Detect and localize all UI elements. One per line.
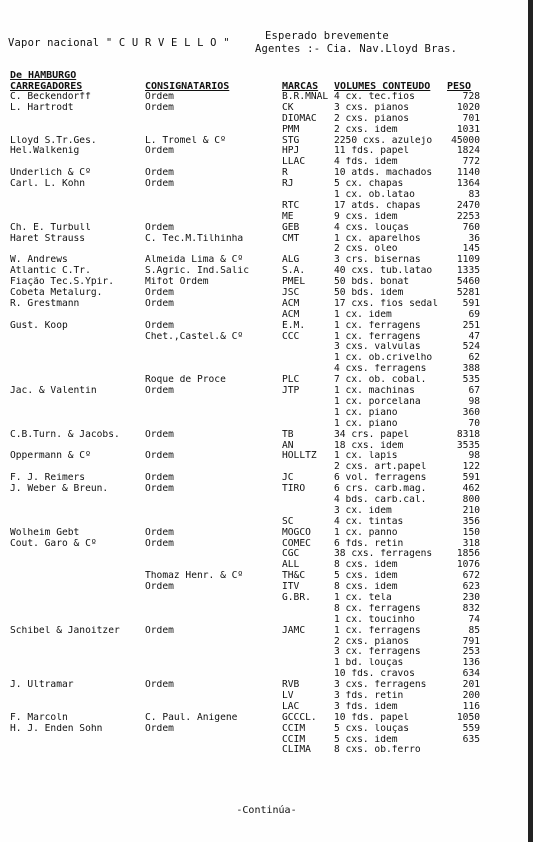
cell-volumes: 4 fds. idem bbox=[334, 157, 398, 168]
cell-weight: 69 bbox=[468, 309, 480, 320]
cell-weight: 1031 bbox=[456, 124, 480, 135]
cell-volumes: 34 crs. papel bbox=[334, 429, 410, 440]
table-row bbox=[0, 201, 533, 212]
cell-weight: 728 bbox=[462, 92, 480, 102]
cell-weight: 67 bbox=[468, 386, 480, 397]
cell-consignee: Ordem bbox=[145, 146, 174, 157]
cell-weight: 83 bbox=[468, 190, 480, 201]
cell-volumes: 1 cx. aparelhos bbox=[334, 233, 421, 244]
table-row bbox=[0, 125, 533, 136]
col-volumes-header: VOLUMES CONTEUDO bbox=[334, 81, 431, 92]
cell-shipper: Carl. L. Kohn bbox=[10, 179, 86, 190]
cell-shipper: R. Grestmann bbox=[10, 298, 80, 309]
cell-weight: 462 bbox=[462, 484, 480, 495]
cell-weight: 5460 bbox=[456, 277, 480, 288]
table-row bbox=[0, 364, 533, 375]
cell-volumes: 3 cx. ferragens bbox=[334, 647, 421, 658]
cell-volumes: 9 cxs. idem bbox=[334, 211, 398, 222]
table-row bbox=[0, 375, 533, 386]
continue-note: -Continúa- bbox=[236, 805, 297, 816]
cell-volumes: 3 crs. bisernas bbox=[334, 255, 421, 266]
cell-volumes: 4 bds. carb.cal. bbox=[334, 494, 427, 505]
cell-marks: LAC bbox=[282, 701, 300, 712]
cell-weight: 98 bbox=[468, 451, 480, 462]
cell-consignee: Ordem bbox=[145, 102, 174, 113]
cell-shipper: Lloyd S.Tr.Ges. bbox=[10, 135, 97, 146]
cell-marks: JC bbox=[282, 473, 294, 484]
cell-weight: 2253 bbox=[456, 211, 480, 222]
table-row bbox=[0, 735, 533, 746]
cell-marks: PMEL bbox=[282, 277, 306, 288]
cell-volumes: 3 fds. retin bbox=[334, 690, 404, 701]
table-row bbox=[0, 190, 533, 201]
cell-weight: 45000 bbox=[451, 135, 480, 146]
cell-marks: GCCCL. bbox=[282, 712, 317, 723]
cell-weight: 559 bbox=[462, 723, 480, 734]
cell-consignee: Ordem bbox=[145, 723, 174, 734]
cell-marks: TIRO bbox=[282, 484, 306, 495]
cell-marks: E.M. bbox=[282, 320, 306, 331]
table-row bbox=[0, 332, 533, 343]
cell-weight: 832 bbox=[462, 603, 480, 614]
cell-volumes: 8 cxs. idem bbox=[334, 560, 398, 571]
cell-volumes: 11 fds. papel bbox=[334, 146, 410, 157]
cell-volumes: 17 atds. chapas bbox=[334, 200, 421, 211]
cell-volumes: 1 cx. porcelana bbox=[334, 396, 421, 407]
cell-volumes: 6 vol. ferragens bbox=[334, 473, 427, 484]
table-row bbox=[0, 277, 533, 288]
table-row bbox=[0, 310, 533, 321]
cell-marks: R bbox=[282, 168, 288, 179]
cell-marks: MOGCO bbox=[282, 527, 311, 538]
cell-volumes: 4 cx. tec.fios bbox=[334, 92, 415, 102]
table-row bbox=[0, 266, 533, 277]
cell-shipper: C. Beckendorff bbox=[10, 92, 91, 102]
cell-marks: COMEC bbox=[282, 538, 311, 549]
cell-marks: CCC bbox=[282, 331, 300, 342]
cell-consignee: Ordem bbox=[145, 451, 174, 462]
table-row bbox=[0, 582, 533, 593]
cell-consignee: Ordem bbox=[145, 298, 174, 309]
cell-volumes: 2 cxs. art.papel bbox=[334, 462, 427, 473]
cargo-table bbox=[0, 92, 533, 756]
table-row bbox=[0, 244, 533, 255]
cell-volumes: 1 cx. ob.latao bbox=[334, 190, 415, 201]
table-row bbox=[0, 353, 533, 364]
table-row bbox=[0, 114, 533, 125]
cell-weight: 623 bbox=[462, 582, 480, 593]
cell-consignee: Ordem bbox=[145, 386, 174, 397]
cell-volumes: 3 cx. idem bbox=[334, 505, 392, 516]
table-row bbox=[0, 517, 533, 528]
table-row bbox=[0, 212, 533, 223]
cell-weight: 791 bbox=[462, 636, 480, 647]
cell-weight: 136 bbox=[462, 658, 480, 669]
cell-weight: 1140 bbox=[456, 168, 480, 179]
cell-volumes: 8 cxs. ob.ferro bbox=[334, 745, 421, 756]
cell-consignee: Ordem bbox=[145, 527, 174, 538]
cell-weight: 150 bbox=[462, 527, 480, 538]
cell-weight: 1824 bbox=[456, 146, 480, 157]
cell-volumes: 1 cx. ferragens bbox=[334, 331, 421, 342]
cell-marks: LLAC bbox=[282, 157, 306, 168]
cell-marks: DIOMAC bbox=[282, 113, 317, 124]
cell-marks: S.A. bbox=[282, 266, 306, 277]
table-row bbox=[0, 658, 533, 669]
cell-weight: 201 bbox=[462, 680, 480, 691]
cell-shipper: Hel.Walkenig bbox=[10, 146, 80, 157]
cell-consignee: S.Agric. Ind.Salic bbox=[145, 266, 249, 277]
table-row bbox=[0, 484, 533, 495]
cell-marks: GEB bbox=[282, 222, 300, 233]
cell-volumes: 1 cx. ferragens bbox=[334, 320, 421, 331]
cell-volumes: 2 cxs. idem bbox=[334, 124, 398, 135]
table-row bbox=[0, 680, 533, 691]
cell-shipper: Atlantic C.Tr. bbox=[10, 266, 91, 277]
cell-weight: 634 bbox=[462, 669, 480, 680]
cell-marks: RTC bbox=[282, 200, 300, 211]
cell-shipper: Cobeta Metalurg. bbox=[10, 288, 103, 299]
cell-volumes: 4 cx. tintas bbox=[334, 516, 404, 527]
cell-volumes: 2 cxs. pianos bbox=[334, 636, 410, 647]
cell-marks: CGC bbox=[282, 549, 300, 560]
cell-volumes: 8 cx. ferragens bbox=[334, 603, 421, 614]
table-row bbox=[0, 386, 533, 397]
cell-volumes: 10 fds. cravos bbox=[334, 669, 415, 680]
table-row bbox=[0, 528, 533, 539]
cell-consignee: Ordem bbox=[145, 92, 174, 102]
table-row bbox=[0, 745, 533, 756]
cell-volumes: 17 cxs. fios sedal bbox=[334, 298, 438, 309]
table-row bbox=[0, 539, 533, 550]
col-shipper-header: CARREGADORES bbox=[10, 81, 83, 92]
cell-marks: B.R.MNAL bbox=[282, 92, 329, 102]
table-row bbox=[0, 157, 533, 168]
cell-consignee: Ordem bbox=[145, 288, 174, 299]
cell-volumes: 7 cx. ob. cobal. bbox=[334, 375, 427, 386]
cell-consignee: Ordem bbox=[145, 179, 174, 190]
cell-volumes: 5 cxs. louças bbox=[334, 723, 410, 734]
cell-shipper: J. Weber & Breun. bbox=[10, 484, 109, 495]
cell-consignee: Ordem bbox=[145, 680, 174, 691]
cell-consignee: Chet.,Castel.& Cº bbox=[145, 331, 244, 342]
cell-marks: JTP bbox=[282, 386, 300, 397]
cell-marks: ME bbox=[282, 211, 294, 222]
cell-shipper: Underlich & Cº bbox=[10, 168, 91, 179]
cell-weight: 36 bbox=[468, 233, 480, 244]
cell-shipper: Cout. Garo & Cº bbox=[10, 538, 97, 549]
cell-shipper: F. J. Reimers bbox=[10, 473, 86, 484]
cell-volumes: 18 cxs. idem bbox=[334, 440, 404, 451]
cell-weight: 1050 bbox=[456, 712, 480, 723]
arrival-status: Esperado brevemente bbox=[265, 30, 389, 42]
cell-marks: CMT bbox=[282, 233, 300, 244]
cell-consignee: Ordem bbox=[145, 538, 174, 549]
cell-volumes: 1 cx. ob.crivelho bbox=[334, 353, 433, 364]
cell-volumes: 1 bd. louças bbox=[334, 658, 404, 669]
cell-weight: 210 bbox=[462, 505, 480, 516]
cell-consignee: Ordem bbox=[145, 473, 174, 484]
cell-volumes: 1 cx. tela bbox=[334, 592, 392, 603]
cell-marks: ACM bbox=[282, 298, 300, 309]
table-row bbox=[0, 593, 533, 604]
table-row bbox=[0, 495, 533, 506]
cell-weight: 251 bbox=[462, 320, 480, 331]
cell-weight: 1856 bbox=[456, 549, 480, 560]
cell-shipper: Oppermann & Cº bbox=[10, 451, 91, 462]
cell-shipper: Wolheim Gebt bbox=[10, 527, 80, 538]
cell-volumes: 8 cxs. idem bbox=[334, 582, 398, 593]
cell-marks: LV bbox=[282, 690, 294, 701]
cell-weight: 591 bbox=[462, 473, 480, 484]
cell-marks: ACM bbox=[282, 309, 300, 320]
cell-weight: 772 bbox=[462, 157, 480, 168]
cell-marks: PMM bbox=[282, 124, 300, 135]
table-row bbox=[0, 451, 533, 462]
cell-shipper: J. Ultramar bbox=[10, 680, 74, 691]
cell-marks: TH&C bbox=[282, 571, 306, 582]
cell-weight: 1364 bbox=[456, 179, 480, 190]
cell-weight: 356 bbox=[462, 516, 480, 527]
cell-volumes: 1 cx. panno bbox=[334, 527, 398, 538]
cell-weight: 253 bbox=[462, 647, 480, 658]
cell-volumes: 3 cxs. valvulas bbox=[334, 342, 421, 353]
cell-consignee: Thomaz Henr. & Cº bbox=[145, 571, 244, 582]
cell-volumes: 50 bds. idem bbox=[334, 288, 404, 299]
cell-shipper: H. J. Enden Sohn bbox=[10, 723, 103, 734]
cell-consignee: C. Tec.M.Tilhinha bbox=[145, 233, 244, 244]
cell-marks: CK bbox=[282, 102, 294, 113]
cell-weight: 2470 bbox=[456, 200, 480, 211]
cell-volumes: 1 cx. machinas bbox=[334, 386, 415, 397]
cell-marks: CCIM bbox=[282, 734, 306, 745]
cell-volumes: 10 fds. papel bbox=[334, 712, 410, 723]
cell-weight: 591 bbox=[462, 298, 480, 309]
cell-volumes: 50 bds. bonat bbox=[334, 277, 410, 288]
cell-weight: 760 bbox=[462, 222, 480, 233]
cell-shipper: Haret Strauss bbox=[10, 233, 86, 244]
vessel-line: Vapor nacional " C U R V E L L O " bbox=[8, 37, 230, 49]
table-row bbox=[0, 691, 533, 702]
table-row bbox=[0, 299, 533, 310]
table-row bbox=[0, 136, 533, 147]
table-row bbox=[0, 571, 533, 582]
cell-weight: 200 bbox=[462, 690, 480, 701]
cell-consignee: Almeida Lima & Cº bbox=[145, 255, 244, 266]
table-row bbox=[0, 604, 533, 615]
cell-consignee: Ordem bbox=[145, 625, 174, 636]
cell-weight: 8318 bbox=[456, 429, 480, 440]
cell-marks: RJ bbox=[282, 179, 294, 190]
table-row bbox=[0, 419, 533, 430]
cell-shipper: W. Andrews bbox=[10, 255, 68, 266]
cell-shipper: Schibel & Janoitzer bbox=[10, 625, 120, 636]
cell-marks: CCIM bbox=[282, 723, 306, 734]
cell-volumes: 5 cx. chapas bbox=[334, 179, 404, 190]
cell-weight: 535 bbox=[462, 375, 480, 386]
agents-line: Agentes :- Cia. Nav.Lloyd Bras. bbox=[255, 43, 458, 55]
cell-volumes: 2 cxs. oleo bbox=[334, 244, 398, 255]
cell-weight: 47 bbox=[468, 331, 480, 342]
cell-marks: G.BR. bbox=[282, 592, 311, 603]
cell-weight: 635 bbox=[462, 734, 480, 745]
cell-shipper: Jac. & Valentin bbox=[10, 386, 97, 397]
cell-volumes: 40 cxs. tub.latao bbox=[334, 266, 433, 277]
cell-weight: 318 bbox=[462, 538, 480, 549]
cell-weight: 74 bbox=[468, 614, 480, 625]
cell-consignee: Ordem bbox=[145, 429, 174, 440]
cell-volumes: 6 fds. retin bbox=[334, 538, 404, 549]
table-row bbox=[0, 626, 533, 637]
cell-weight: 5281 bbox=[456, 288, 480, 299]
cell-consignee: Roque de Proce bbox=[145, 375, 226, 386]
cell-marks: ITV bbox=[282, 582, 300, 593]
table-row bbox=[0, 724, 533, 735]
cell-volumes: 3 fds. idem bbox=[334, 701, 398, 712]
cell-weight: 70 bbox=[468, 418, 480, 429]
cell-weight: 62 bbox=[468, 353, 480, 364]
table-row bbox=[0, 234, 533, 245]
cell-volumes: 1 cx. ferragens bbox=[334, 625, 421, 636]
table-row bbox=[0, 146, 533, 157]
table-row bbox=[0, 441, 533, 452]
table-row bbox=[0, 560, 533, 571]
table-row bbox=[0, 103, 533, 114]
cell-marks: STG bbox=[282, 135, 300, 146]
table-row bbox=[0, 669, 533, 680]
table-row bbox=[0, 462, 533, 473]
cell-volumes: 2250 cxs. azulejo bbox=[334, 135, 433, 146]
table-row bbox=[0, 408, 533, 419]
cell-volumes: 2 cxs. pianos bbox=[334, 113, 410, 124]
table-row bbox=[0, 637, 533, 648]
cell-consignee: Mifot Ordem bbox=[145, 277, 209, 288]
cell-marks: PLC bbox=[282, 375, 300, 386]
col-weight-header: PESO bbox=[447, 81, 472, 92]
cell-weight: 1335 bbox=[456, 266, 480, 277]
table-row bbox=[0, 288, 533, 299]
cell-volumes: 3 cxs. pianos bbox=[334, 102, 410, 113]
cell-weight: 122 bbox=[462, 462, 480, 473]
table-row bbox=[0, 179, 533, 190]
scan-edge bbox=[528, 0, 533, 842]
cell-weight: 1109 bbox=[456, 255, 480, 266]
cell-weight: 98 bbox=[468, 396, 480, 407]
cell-volumes: 4 cxs. louças bbox=[334, 222, 410, 233]
cell-consignee: Ordem bbox=[145, 168, 174, 179]
cell-weight: 230 bbox=[462, 592, 480, 603]
cell-volumes: 1 cx. piano bbox=[334, 407, 398, 418]
cell-weight: 672 bbox=[462, 571, 480, 582]
cell-volumes: 38 cxs. ferragens bbox=[334, 549, 433, 560]
table-row bbox=[0, 647, 533, 658]
table-row bbox=[0, 321, 533, 332]
cell-marks: HPJ bbox=[282, 146, 300, 157]
table-row bbox=[0, 702, 533, 713]
cell-shipper: Fiação Tec.S.Ypir. bbox=[10, 277, 114, 288]
table-row bbox=[0, 92, 533, 103]
cell-shipper: F. Marcoln bbox=[10, 712, 68, 723]
cell-volumes: 10 atds. machados bbox=[334, 168, 433, 179]
table-row bbox=[0, 506, 533, 517]
cell-consignee: L. Tromel & Cº bbox=[145, 135, 226, 146]
cell-weight: 800 bbox=[462, 494, 480, 505]
cell-volumes: 5 cxs. idem bbox=[334, 571, 398, 582]
cell-volumes: 3 cxs. ferragens bbox=[334, 680, 427, 691]
cell-shipper: Ch. E. Turbull bbox=[10, 222, 91, 233]
cell-weight: 3535 bbox=[456, 440, 480, 451]
cell-weight: 85 bbox=[468, 625, 480, 636]
cell-volumes: 1 cx. lapis bbox=[334, 451, 398, 462]
cell-marks: ALL bbox=[282, 560, 300, 571]
cell-marks: JAMC bbox=[282, 625, 306, 636]
cell-marks: AN bbox=[282, 440, 294, 451]
cell-volumes: 6 crs. carb.mag. bbox=[334, 484, 427, 495]
cell-weight: 116 bbox=[462, 701, 480, 712]
table-row bbox=[0, 713, 533, 724]
cell-volumes: 1 cx. idem bbox=[334, 309, 392, 320]
cell-marks: RVB bbox=[282, 680, 300, 691]
cell-consignee: Ordem bbox=[145, 582, 174, 593]
cell-weight: 701 bbox=[462, 113, 480, 124]
cell-weight: 1076 bbox=[456, 560, 480, 571]
col-consignee-header: CONSIGNATARIOS bbox=[145, 81, 230, 92]
cell-consignee: C. Paul. Anigene bbox=[145, 712, 238, 723]
cell-marks: SC bbox=[282, 516, 294, 527]
table-row bbox=[0, 168, 533, 179]
table-row bbox=[0, 473, 533, 484]
cell-weight: 145 bbox=[462, 244, 480, 255]
table-row bbox=[0, 342, 533, 353]
table-row bbox=[0, 430, 533, 441]
cell-marks: CLIMA bbox=[282, 745, 311, 756]
cell-marks: ALG bbox=[282, 255, 300, 266]
table-row bbox=[0, 397, 533, 408]
cell-consignee: Ordem bbox=[145, 320, 174, 331]
cell-weight: 360 bbox=[462, 407, 480, 418]
cell-marks: TB bbox=[282, 429, 294, 440]
cell-shipper: C.B.Turn. & Jacobs. bbox=[10, 429, 120, 440]
table-row bbox=[0, 615, 533, 626]
cell-volumes: 1 cx. piano bbox=[334, 418, 398, 429]
cell-weight: 1020 bbox=[456, 102, 480, 113]
table-row bbox=[0, 549, 533, 560]
cell-shipper: L. Hartrodt bbox=[10, 102, 74, 113]
cell-shipper: Gust. Koop bbox=[10, 320, 68, 331]
cell-volumes: 5 cxs. idem bbox=[334, 734, 398, 745]
table-row bbox=[0, 223, 533, 234]
cell-consignee: Ordem bbox=[145, 222, 174, 233]
cell-weight: 388 bbox=[462, 364, 480, 375]
cell-marks: HOLLTZ bbox=[282, 451, 317, 462]
cell-consignee: Ordem bbox=[145, 484, 174, 495]
table-row bbox=[0, 255, 533, 266]
cell-volumes: 1 cx. toucinho bbox=[334, 614, 415, 625]
cell-weight: 524 bbox=[462, 342, 480, 353]
cell-marks: JSC bbox=[282, 288, 300, 299]
col-marks-header: MARCAS bbox=[282, 81, 319, 92]
origin-port: De HAMBURGO bbox=[10, 70, 77, 81]
cell-volumes: 4 cxs. ferragens bbox=[334, 364, 427, 375]
